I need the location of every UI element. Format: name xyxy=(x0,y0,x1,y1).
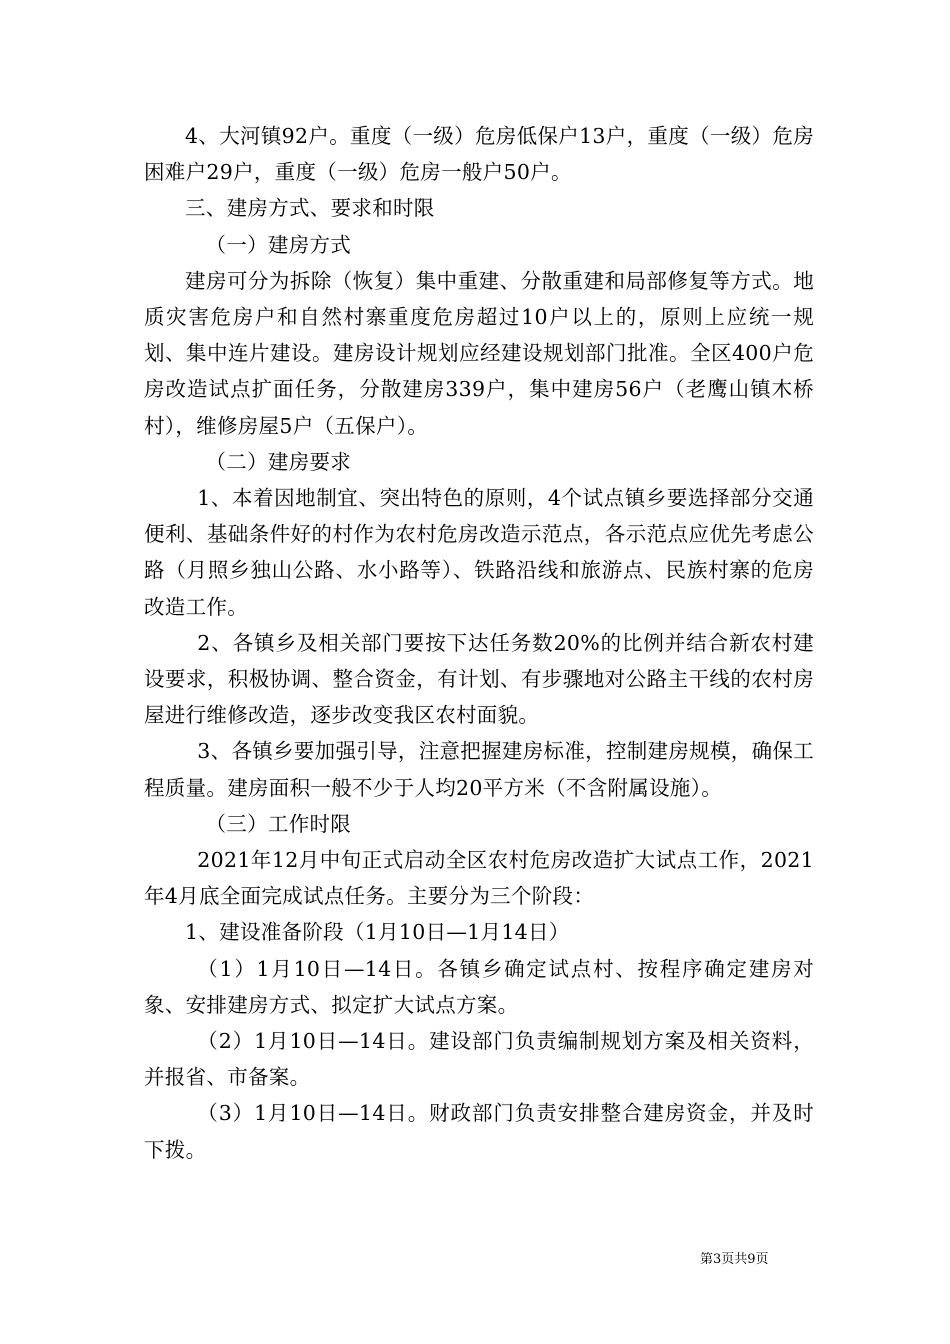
paragraph-requirement-3: 3、各镇乡要加强引导，注意把握建房标准，控制建房规模，确保工程质量。建房面积一般不少于人均20平方米（不含附属设施）。 xyxy=(144,739,814,800)
heading-construction-method: （一）建房方式 xyxy=(205,232,352,257)
page-number-footer: 第3页共9页 xyxy=(700,1252,769,1267)
paragraph-dahe-town: 4、大河镇92户。重度（一级）危房低保户13户，重度（一级）危房困难户29户，重度（一级）危房一般户50户。 xyxy=(144,124,814,185)
paragraph-preparation-stage: 1、建设准备阶段（1月10日—1月14日） xyxy=(185,920,570,945)
heading-work-timeline: （三）工作时限 xyxy=(205,811,352,836)
paragraph-stage-item-3: （3）1月10日—14日。财政部门负责安排整合建房资金，并及时下拨。 xyxy=(144,1101,814,1162)
heading-construction-requirements: （二）建房要求 xyxy=(205,449,352,474)
paragraph-requirement-2: 2、各镇乡及相关部门要按下达任务数20%的比例并结合新农村建设要求，积极协调、整合资金，有计划、有步骤地对公路主干线的农村房屋进行维修改造，逐步改变我区农村面貌。 xyxy=(144,630,814,728)
paragraph-stage-item-1: （1）1月10日—14日。各镇乡确定试点村、按程序确定建房对象、安排建房方式、拟定扩大试点方案。 xyxy=(144,956,814,1017)
heading-section-three: 三、建房方式、要求和时限 xyxy=(185,196,435,221)
paragraph-timeline-overview: 2021年12月中旬正式启动全区农村危房改造扩大试点工作，2021年4月底全面完成试点任务。主要分为三个阶段： xyxy=(144,848,814,909)
document-body xyxy=(144,118,814,1168)
paragraph-stage-item-2: （2）1月10日—14日。建设部门负责编制规划方案及相关资料，并报省、市备案。 xyxy=(144,1029,814,1090)
paragraph-requirement-1: 1、本着因地制宜、突出特色的原则，4个试点镇乡要选择部分交通便利、基础条件好的村作为农村危房改造示范点，各示范点应优先考虑公路（月照乡独山公路、水小路等）、铁路沿线和旅游点、民族村寨的危房改造工作。 xyxy=(144,486,814,619)
paragraph-construction-method: 建房可分为拆除（恢复）集中重建、分散重建和局部修复等方式。地质灾害危房户和自然村寨重度危房超过10户以上的，原则上应统一规划、集中连片建设。建房设计规划应经建设规划部门批准。全区400户危房改造试点扩面任务，分散建房339户，集中建房56户（老鹰山镇木桥村），维修房屋5户（五保户）。 xyxy=(144,268,814,438)
